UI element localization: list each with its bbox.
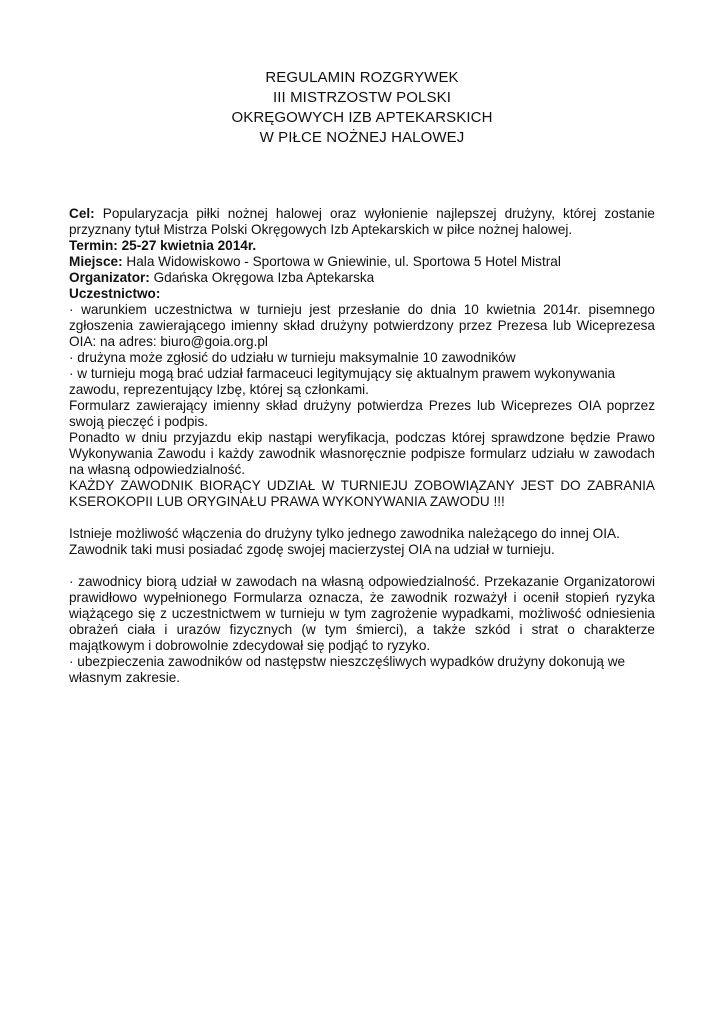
participation-bullet-2: · drużyna może zgłosić do udziału w turnieju maksymalnie 10 zawodników [69, 350, 516, 365]
title-line-3: OKRĘGOWYCH IZB APTEKARSKICH [231, 109, 493, 126]
organizer-label: Organizator: [69, 270, 150, 285]
goal-label: Cel: [69, 206, 95, 221]
title-line-4: W PIŁCE NOŻNEJ HALOWEJ [259, 129, 465, 146]
place-label: Miejsce: [69, 254, 123, 269]
organizer-text: Gdańska Okręgowa Izba Aptekarska [149, 270, 375, 285]
document-title [0, 68, 724, 148]
goal-paragraph [69, 206, 655, 238]
participation-bullet-3: · w turnieju mogą brać udział farmaceuci legitymujący się aktualnym prawem wykonywania zawodu, reprezentujący Izbę, której są członkami. [69, 366, 616, 397]
title-line-2: III MISTRZOSTW POLSKI [273, 89, 451, 106]
liability-bullet-1: · zawodnicy biorą udział w zawodach na własną odpowiedzialność. Przekazanie Organizatorowi prawidłowo wypełnionego Formularza oznacza, że zawodnik rozważył i ocenił stopień ryzyka wiążącego się z uczestnictwem w turnieju w tym zagrożenie wypadkami, możliwość odniesienia obrażeń ciała i urazów fizycznych (w tym śmierci), a także szkód i strat o charakterze majątkowym i dobrowolnie zdecydował się podjąć to ryzyko. [69, 574, 655, 653]
obligation-paragraph: KAŻDY ZAWODNIK BIORĄCY UDZIAŁ W TURNIEJU ZOBOWIĄZANY JEST DO ZABRANIA KSEROKOPII LUB ORYGINAŁU PRAWA WYKONYWANIA ZAWODU !!! [69, 478, 655, 509]
goal-text: Popularyzacja piłki nożnej halowej oraz wyłonienie najlepszej drużyny, której zostanie przyznany tytuł Mistrza Polski Okręgowych Izb Aptekarskich w piłce nożnej halowej. [69, 206, 655, 237]
date-paragraph: Termin: 25-27 kwietnia 2014r. [69, 238, 257, 253]
liability-bullet-2: · ubezpieczenia zawodników od następstw nieszczęśliwych wypadków drużyny dokonują we własnym zakresie. [69, 654, 626, 685]
organizer-paragraph [69, 270, 655, 286]
place-text: Hala Widowiskowo - Sportowa w Gniewinie, ul. Sportowa 5 Hotel Mistral [122, 254, 561, 269]
foreign-player-paragraph-2: Zawodnik taki musi posiadać zgodę swojej macierzystej OIA na udział w turnieju. [69, 542, 555, 557]
paragraph-spacer [69, 510, 655, 526]
document-body [69, 206, 655, 686]
form-note-paragraph: Formularz zawierający imienny skład drużyny potwierdza Prezes lub Wiceprezes OIA poprzez swoją pieczęć i podpis. [69, 398, 655, 429]
place-paragraph [69, 254, 655, 270]
foreign-player-paragraph-1: Istnieje możliwość włączenia do drużyny tylko jednego zawodnika należącego do innej OIA. [69, 526, 620, 541]
participation-label: Uczestnictwo: [69, 286, 161, 301]
paragraph-spacer [69, 558, 655, 574]
verification-paragraph: Ponadto w dniu przyjazdu ekip nastąpi weryfikacja, podczas której sprawdzone będzie Prawo Wykonywania Zawodu i każdy zawodnik własnoręcznie podpisze formularz udziału w zawodach na własną odpowiedzialność. [69, 430, 655, 477]
participation-bullet-1: · warunkiem uczestnictwa w turnieju jest przesłanie do dnia 10 kwietnia 2014r. pisemnego zgłoszenia zawierającego imienny skład drużyny potwierdzony przez Prezesa lub Wiceprezesa OIA: na adres: biuro@goia.org.pl [69, 302, 655, 349]
title-line-1: REGULAMIN ROZGRYWEK [265, 69, 459, 86]
